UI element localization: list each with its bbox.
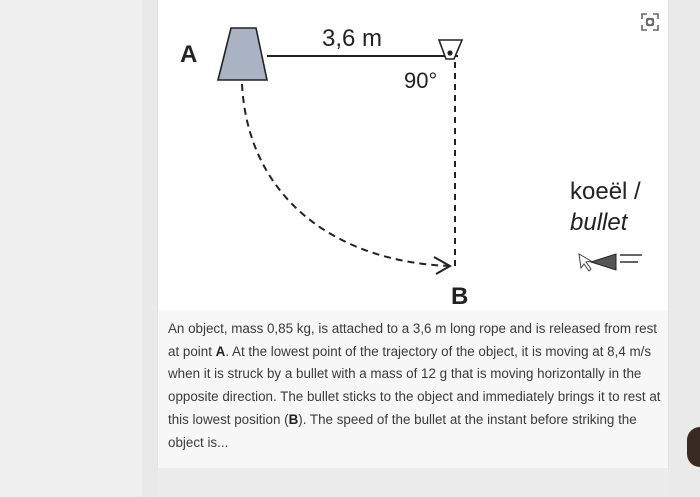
question-part3: ). The speed of the bullet at the instant before striking the object is... (168, 411, 637, 450)
trajectory-arc (242, 84, 450, 266)
bottom-background (158, 468, 668, 497)
label-b: B (451, 283, 469, 310)
left-background (0, 0, 142, 497)
expand-image-button[interactable] (636, 8, 664, 36)
angle-label: 90° (404, 68, 438, 93)
label-a: A (180, 41, 198, 68)
pivot-dot (447, 50, 452, 55)
question-text (168, 318, 662, 454)
question-part2: . At the lowest point of the trajectory of the object, it is moving at 8,4 m/s when it is struck by a bullet with a mass of 12 g that is moving horizontally in the opposite direction. The bullet sticks to the object and immediately brings it to rest at this lowest position ( (168, 343, 661, 427)
bullet-icon (579, 254, 642, 271)
pendulum-figure (158, 0, 668, 310)
question-point-a: A (215, 343, 226, 359)
right-background (668, 0, 700, 497)
bullet-label-line2: bullet (570, 209, 628, 236)
diagram-canvas (158, 0, 668, 310)
length-label: 3,6 m (322, 25, 383, 52)
question-point-b: B (288, 411, 299, 427)
object-block-icon (218, 28, 267, 80)
question-part1: An object, mass 0,85 kg, is attached to a 3,6 m long rope and is released from rest at point (168, 321, 658, 359)
scan-expand-icon (640, 12, 660, 32)
bullet-label-line1: koeël / (570, 178, 641, 205)
side-handle (687, 427, 700, 467)
